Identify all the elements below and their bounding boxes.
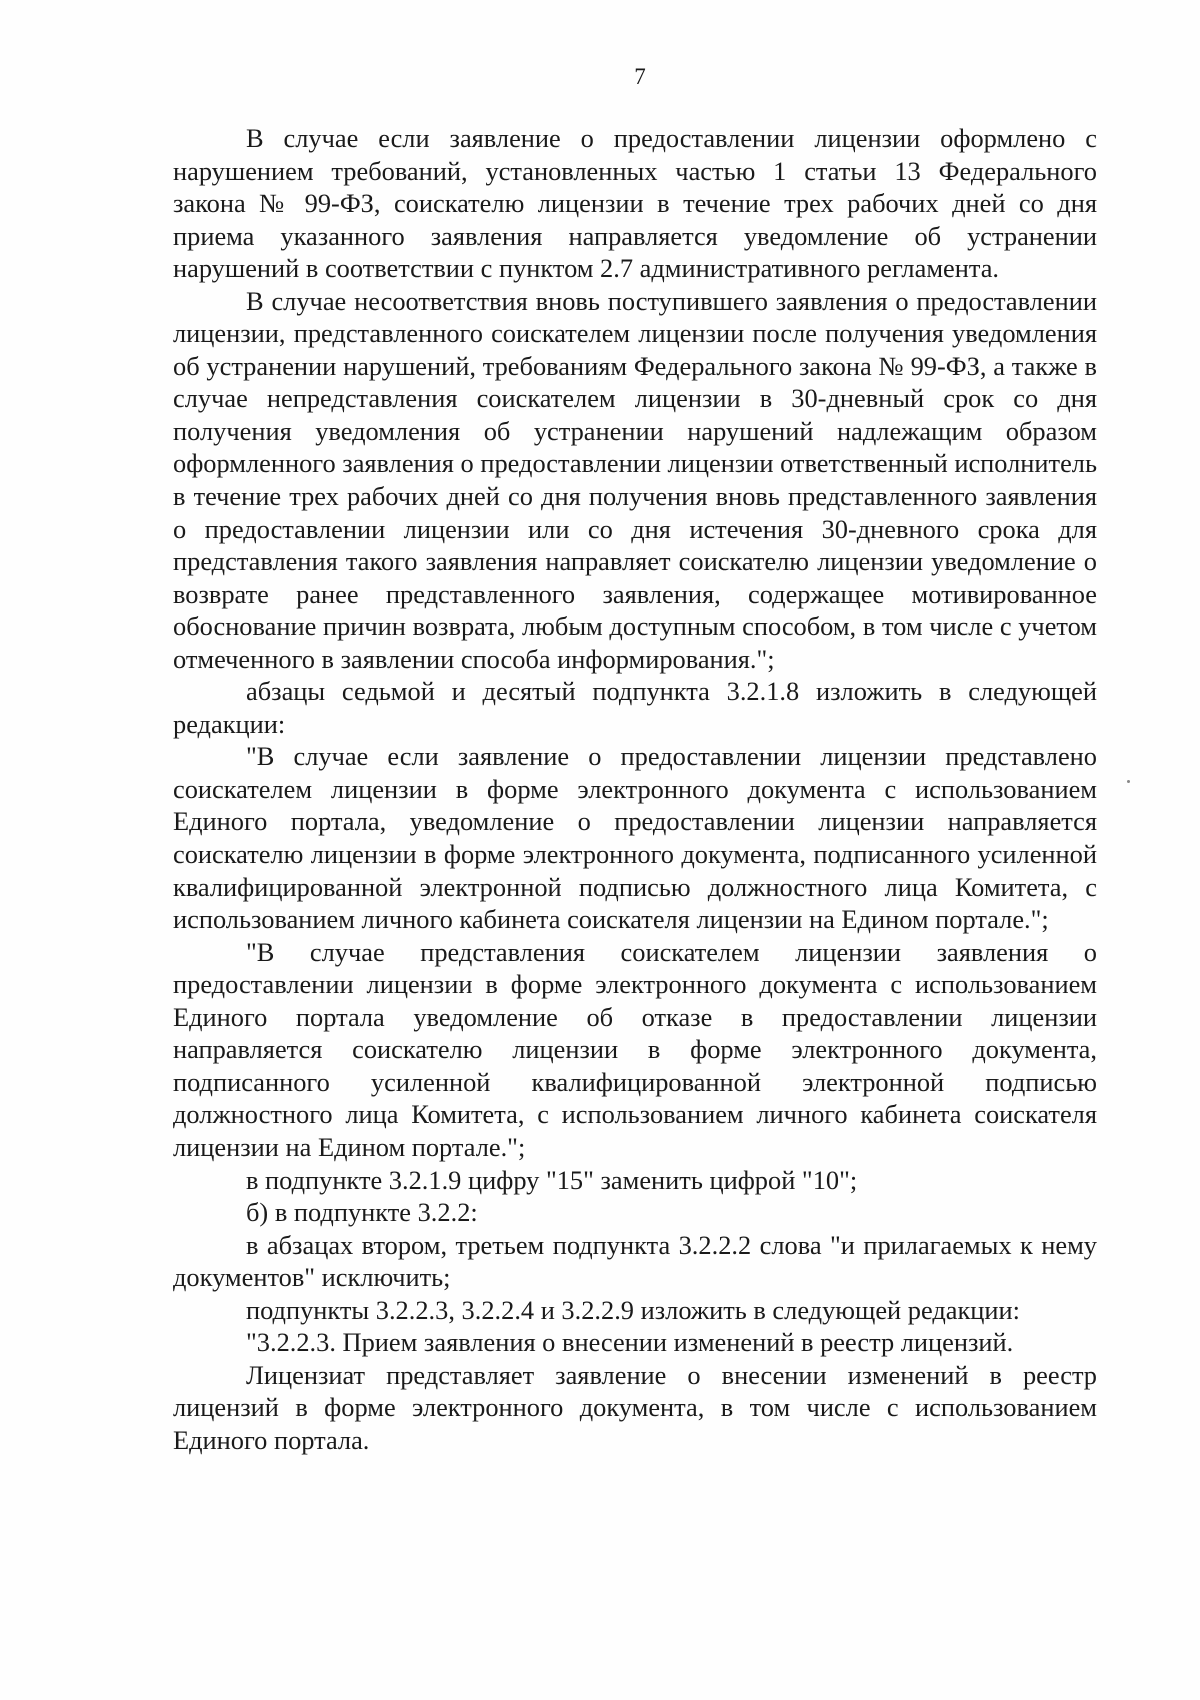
page-number: 7 bbox=[634, 64, 646, 89]
paragraph-1: В случае если заявление о предоставлении лицензии оформлено с нарушением требований, установленных частью 1 статьи 13 Федерального закона № 99-ФЗ, соискателю лицензии в течение трех рабочих дней со дня приема указанного заявления направляется уведомление об устранении нарушений в соответствии с пунктом 2.7 административного регламента. bbox=[173, 123, 1097, 284]
paragraph-7: б) в подпункте 3.2.2: bbox=[246, 1197, 478, 1228]
paragraph-11: Лицензиат представляет заявление о внесении изменений в реестр лицензий в форме электронного документа, в том числе с использованием Единого портала. bbox=[173, 1359, 1097, 1455]
paragraph-4: "В случае если заявление о предоставлении лицензии представлено соискателем лицензии в форме электронного документа с использованием Единого портала, уведомление о предоставлении лицензии направляется соискателю лицензии в форме электронного документа, подписанного усиленной квалифицированной электронной подписью должностного лица Комитета, с использованием личного кабинета соискателя лицензии на Едином портале."; bbox=[173, 741, 1097, 935]
paragraph-5: "В случае представления соискателем лицензии заявления о предоставлении лицензии в форме электронного документа с использованием Единого портала уведомление об отказе в предоставлении лицензии направляется соискателю лицензии в форме электронного документа, подписанного усиленной квалифицированной электронной подписью должностного лица Комитета, с использованием личного кабинета соискателя лицензии на Едином портале."; bbox=[173, 936, 1097, 1162]
paragraph-8: в абзацах втором, третьем подпункта 3.2.2.2 слова "и прилагаемых к нему документов" исключить; bbox=[173, 1229, 1097, 1293]
paragraph-3: абзацы седьмой и десятый подпункта 3.2.1.8 изложить в следующей редакции: bbox=[173, 676, 1097, 739]
document-body bbox=[173, 122, 1097, 1456]
paragraph-9: подпункты 3.2.2.3, 3.2.2.4 и 3.2.2.9 изложить в следующей редакции: bbox=[246, 1294, 1020, 1325]
paragraph-6: в подпункте 3.2.1.9 цифру "15" заменить цифрой "10"; bbox=[246, 1164, 858, 1195]
paragraph-10: "3.2.2.3. Прием заявления о внесении изменений в реестр лицензий. bbox=[246, 1327, 1014, 1358]
scan-speck bbox=[1127, 780, 1130, 783]
paragraph-2: В случае несоответствия вновь поступившего заявления о предоставлении лицензии, представленного соискателем лицензии после получения уведомления об устранении нарушений, требованиям Федерального закона № 99-ФЗ, а также в случае непредставления соискателем лицензии в 30-дневный срок со дня получения уведомления об устранении нарушений надлежащим образом оформленного заявления о предоставлении лицензии ответственный исполнитель в течение трех рабочих дней со дня получения вновь представленного заявления о предоставлении лицензии или со дня истечения 30-дневного срока для представления такого заявления направляет соискателю лицензии уведомление о возврате ранее представленного заявления, содержащее мотивированное обоснование причин возврата, любым доступным способом, в том числе с учетом отмеченного в заявлении способа информирования."; bbox=[173, 285, 1097, 674]
